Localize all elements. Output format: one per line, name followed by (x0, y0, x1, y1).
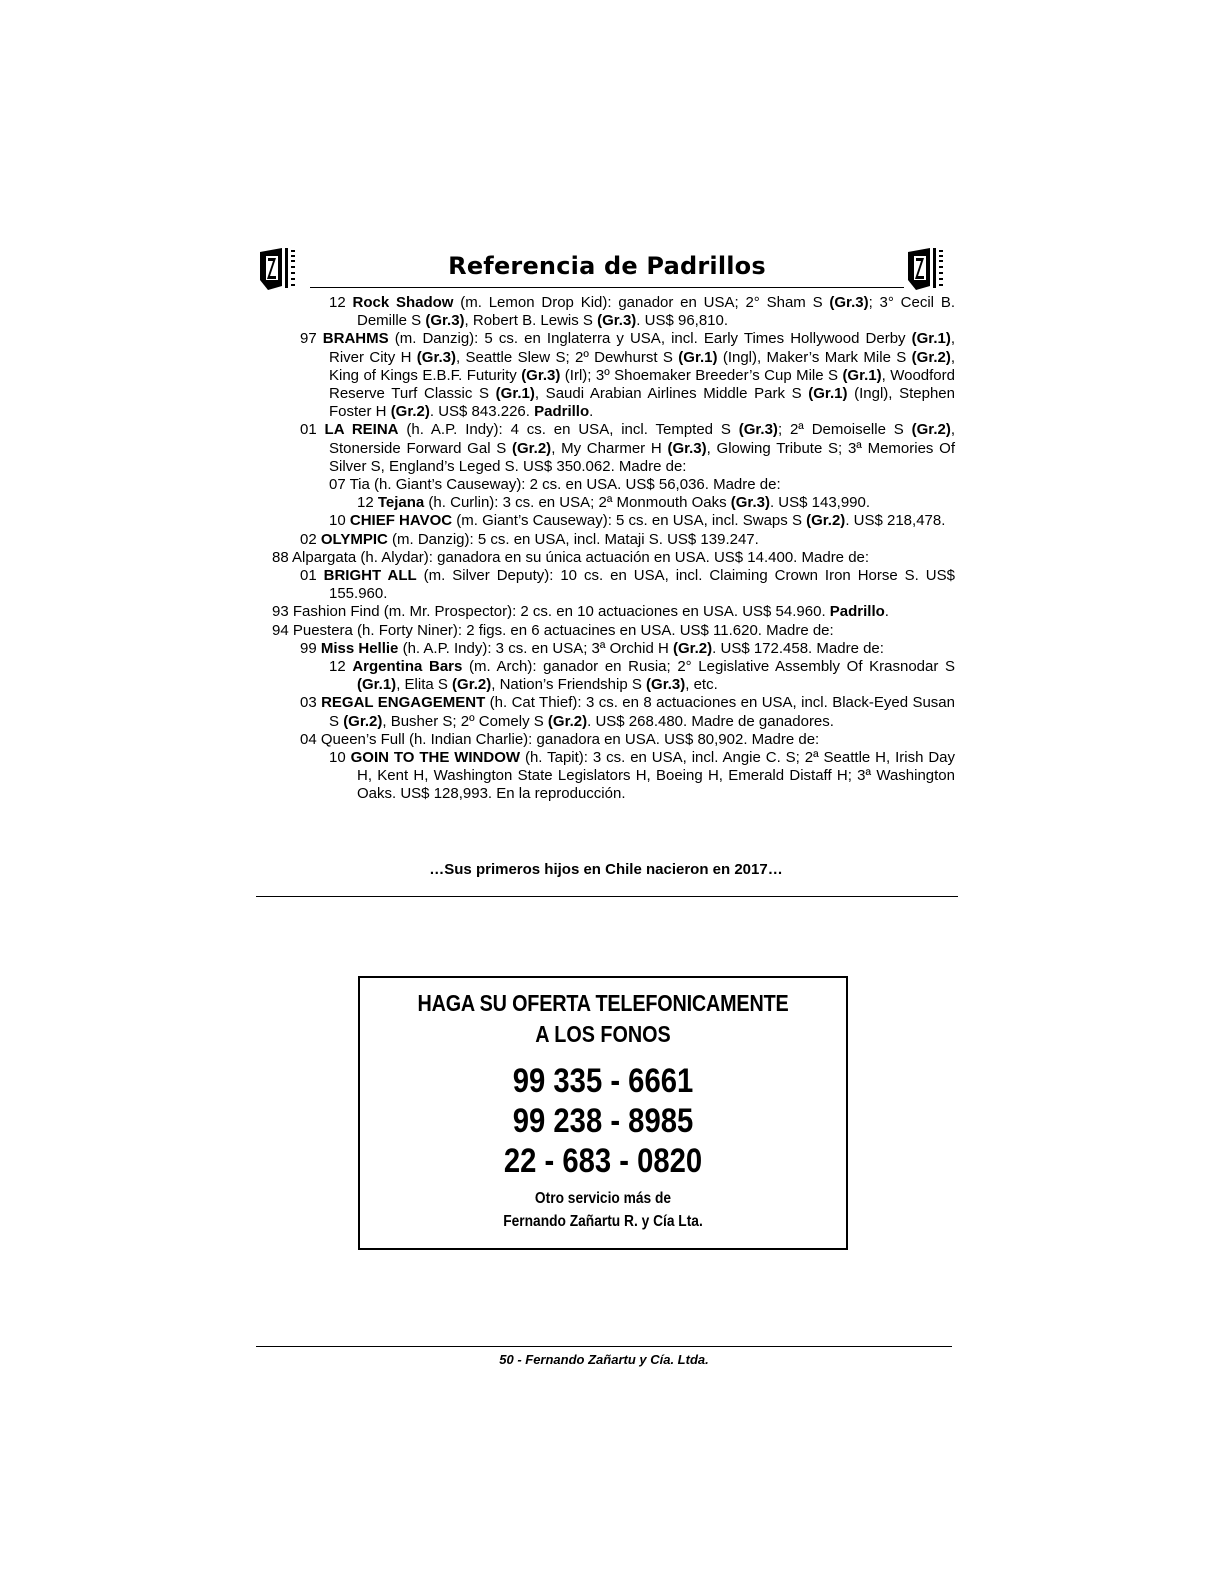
entry-text: (Ingl), Maker’s Mark Mile S (717, 348, 912, 366)
entry-bold-text: (Gr.3) (416, 348, 456, 366)
phone-offer-box (358, 976, 848, 1250)
entry-text: 12 (357, 494, 378, 512)
entry-text: 02 (300, 530, 321, 548)
ad-headline: HAGA SU OFERTA TELEFONICAMENTE (417, 990, 789, 1016)
entry-text: 93 Fashion Find (m. Mr. Prospector): 2 cs. en 10 actuaciones en USA. US$ 54.960. (272, 603, 830, 621)
entry-bold-text: (Gr.3) (425, 312, 465, 330)
entry-bold-text: (Gr.3) (646, 676, 686, 694)
entry-text: 94 Puestera (h. Forty Niner): 2 figs. en 6 actuacines en USA. US$ 11.620. Madre de: (272, 621, 834, 639)
entry-bold-text: (Gr.1) (842, 366, 882, 384)
entry-bold-text: (Gr.3) (738, 421, 778, 439)
entry-text: 01 (300, 421, 325, 439)
entry-bold-text: (Gr.3) (521, 366, 561, 384)
pedigree-entry (300, 421, 955, 476)
entry-text: . (589, 403, 594, 421)
tagline: …Sus primeros hijos en Chile nacieron en 2017… (429, 861, 783, 878)
entry-bold-text: REGAL ENGAGEMENT (321, 694, 486, 712)
pedigree-entry (329, 476, 955, 494)
entry-text: ; 2ª Demoiselle S (777, 421, 912, 439)
ad-subheadline: A LOS FONOS (535, 1021, 671, 1047)
entry-bold-text: (Gr.3) (829, 294, 869, 311)
fz-logo-right (906, 246, 954, 292)
entry-text: 12 (329, 294, 353, 311)
page-footer: 50 - Fernando Zañartu y Cía. Ltda. (499, 1352, 709, 1367)
entry-text: , Busher S; 2º Comely S (382, 712, 548, 730)
entry-text: (h. Curlin): 3 cs. en USA; 2ª Monmouth Oaks (424, 494, 731, 512)
header-divider (310, 287, 904, 288)
pedigree-entry (300, 730, 955, 749)
entry-text: , Woodford Reserve Turf Classic S (329, 366, 955, 403)
entry-text: . US$ 96,810. (636, 312, 729, 330)
entry-bold-text: Miss Hellie (320, 639, 399, 657)
entry-text: , Robert B. Lewis S (464, 312, 598, 330)
entry-text: 99 (300, 639, 321, 657)
pedigree-entry (329, 658, 956, 694)
page-title: Referencia de Padrillos (448, 252, 766, 280)
entry-bold-text: (Gr.2) (547, 712, 588, 730)
entry-bold-text: (Gr.2) (911, 421, 951, 439)
entry-text: 88 Alpargata (h. Alydar): ganadora en su única actuación en USA. US$ 14.400. Madre de: (272, 548, 870, 566)
section-divider (256, 896, 958, 897)
entry-text: . (884, 603, 889, 621)
entry-bold-text: (Gr.2) (452, 676, 492, 694)
entry-text: . US$ 143,990. (769, 494, 871, 512)
entry-bold-text: OLYMPIC (320, 530, 388, 548)
entry-text: , Saudi Arabian Airlines Middle Park S (534, 385, 809, 403)
entry-text: (h. Tapit): 3 cs. en USA, incl. Angie C. S; 2ª Seattle H, Irish Day H, Kent H, Washington State Legislators H, Boeing H, Emerald Distaff H; 3ª Washington Oaks. US$ 128,993. En la reproducción. (357, 749, 956, 803)
entry-text: (Ingl), Stephen Foster H (329, 385, 955, 421)
entry-text: . US$ 843.226. (429, 403, 535, 421)
phone-number-3: 22 - 683 - 0820 (503, 1142, 703, 1180)
entry-bold-text: (Gr.2) (512, 439, 552, 457)
phone-number-1: 99 335 - 6661 (512, 1062, 694, 1100)
entry-text: , King of Kings E.B.F. Futurity (329, 348, 956, 384)
entry-text: , etc. (685, 676, 718, 694)
phone-number-2: 99 238 - 8985 (512, 1102, 694, 1140)
entry-bold-text: (Gr.2) (390, 403, 430, 421)
entry-text: , River City H (329, 330, 955, 366)
entry-text: , Stonerside Forward Gal S (329, 421, 955, 457)
entry-text: , Nation’s Friendship S (491, 676, 647, 694)
entry-bold-text: (Gr.1) (911, 330, 951, 348)
entry-text: (h. A.P. Indy): 4 cs. en USA, incl. Tempted S (398, 421, 739, 439)
entry-text: , Seattle Slew S; 2º Dewhurst S (455, 348, 679, 366)
entry-text: , Glowing Tribute S; 3ª Memories Of Silver S, England’s Leged S. US$ 350.062. Madre de: (329, 439, 955, 475)
entry-bold-text: Tejana (377, 494, 425, 512)
pedigree-entry (300, 694, 955, 730)
entry-text: 07 Tia (h. Giant’s Causeway): 2 cs. en USA. US$ 56,036. Madre de: (329, 476, 781, 494)
pedigree-entry (329, 749, 956, 804)
entry-text: 97 (300, 330, 323, 348)
fz-logo-left (258, 246, 306, 292)
entry-bold-text: Padrillo (829, 603, 885, 621)
entry-text: . US$ 268.480. Madre de ganadores. (587, 712, 834, 730)
pedigree-entry (272, 603, 955, 621)
pedigree-entry (329, 294, 955, 330)
entry-text: 04 Queen’s Full (h. Indian Charlie): ganadora en USA. US$ 80,902. Madre de: (300, 730, 820, 748)
entry-bold-text: BRAHMS (322, 330, 389, 348)
entry-bold-text: CHIEF HAVOC (349, 512, 453, 530)
entry-text: (m. Giant’s Causeway): 5 cs. en USA, incl. Swaps S (452, 512, 807, 530)
entry-text: (h. A.P. Indy): 3 cs. en USA; 3ª Orchid H (398, 639, 673, 657)
entry-bold-text: (Gr.2) (911, 348, 951, 366)
entry-bold-text: Padrillo (534, 403, 590, 421)
pedigree-list (0, 294, 1224, 804)
entry-bold-text: BRIGHT ALL (323, 567, 417, 585)
entry-text: (m. Silver Deputy): 10 cs. en USA, incl. Claiming Crown Iron Horse S. US$ 155.960. (329, 567, 955, 603)
ad-service-text: Otro servicio más de (534, 1190, 672, 1207)
entry-bold-text: Rock Shadow (352, 294, 454, 311)
entry-text: (m. Lemon Drop Kid): ganador en USA; 2° Sham S (453, 294, 830, 311)
entry-bold-text: GOIN TO THE WINDOW (350, 749, 521, 767)
entry-text: 10 (329, 749, 351, 767)
entry-text: (h. Cat Thief): 3 cs. en 8 actuaciones en USA, incl. Black-Eyed Susan S (329, 694, 955, 730)
pedigree-entry (357, 494, 955, 512)
entry-bold-text: LA REINA (324, 421, 399, 439)
entry-text: 01 (300, 567, 324, 585)
entry-bold-text: (Gr.2) (672, 639, 713, 657)
entry-bold-text: (Gr.1) (495, 385, 535, 403)
entry-bold-text: Argentina Bars (352, 658, 463, 676)
entry-text: ; 3° Cecil B. Demille S (357, 294, 955, 330)
pedigree-entry (300, 639, 955, 658)
pedigree-entry (272, 621, 955, 640)
entry-text: (m. Danzig): 5 cs. en Inglaterra y USA, incl. Early Times Hollywood Derby (388, 330, 912, 348)
entry-text: 12 (329, 658, 353, 676)
entry-bold-text: (Gr.2) (806, 512, 846, 530)
footer-divider (256, 1346, 952, 1347)
entry-text: (m. Arch): ganador en Rusia; 2° Legislative Assembly Of Krasnodar S (462, 658, 956, 676)
entry-bold-text: (Gr.1) (357, 676, 397, 694)
entry-bold-text: (Gr.3) (667, 439, 707, 457)
entry-text: 03 (300, 694, 322, 712)
entry-text: (m. Danzig): 5 cs. en USA, incl. Mataji S. US$ 139.247. (387, 530, 759, 548)
entry-bold-text: (Gr.1) (678, 348, 718, 366)
entry-text: , Elita S (396, 676, 453, 694)
entry-text: . US$ 218,478. (845, 512, 946, 530)
entry-bold-text: (Gr.2) (343, 712, 383, 730)
entry-bold-text: (Gr.3) (597, 312, 637, 330)
entry-text: 10 (329, 512, 350, 530)
entry-text: (Irl); 3º Shoemaker Breeder’s Cup Mile S (560, 366, 843, 384)
ad-company-name: Fernando Zañartu R. y Cía Lta. (503, 1213, 703, 1230)
pedigree-entry (272, 548, 955, 567)
pedigree-entry (329, 512, 955, 530)
pedigree-entry (300, 330, 956, 421)
entry-text: . US$ 172.458. Madre de: (712, 639, 884, 657)
entry-text: , My Charmer H (551, 439, 668, 457)
entry-bold-text: (Gr.3) (730, 494, 770, 512)
pedigree-entry (300, 567, 955, 603)
entry-bold-text: (Gr.1) (808, 385, 848, 403)
pedigree-entry (300, 530, 955, 549)
